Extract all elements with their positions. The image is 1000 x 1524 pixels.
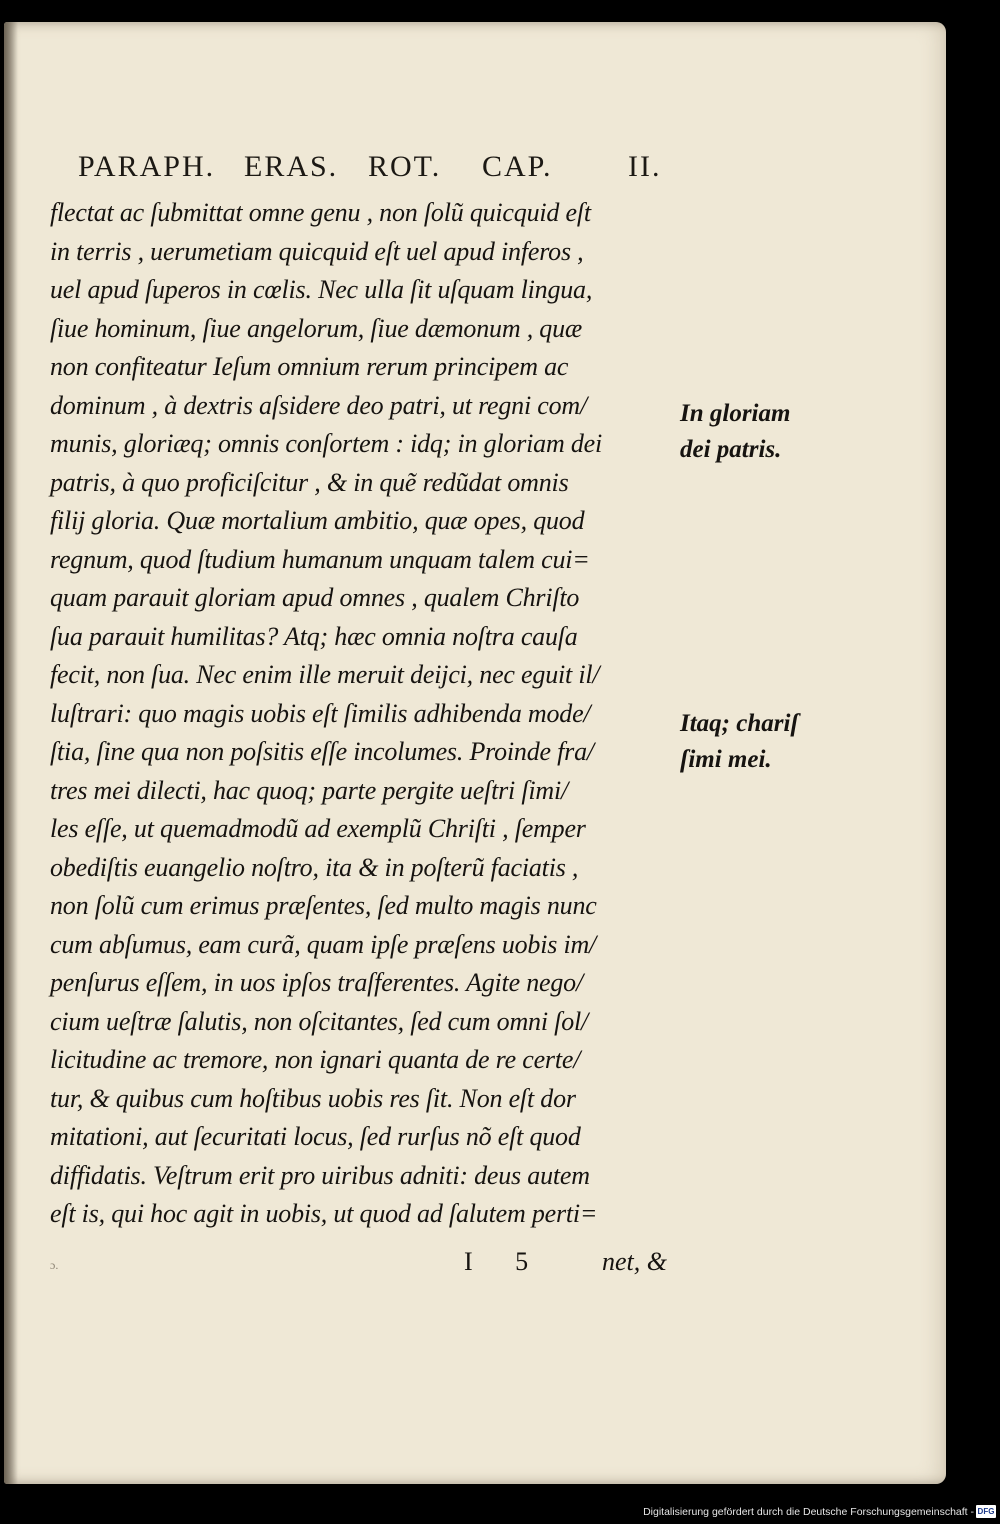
text-line: ſtia, ſine qua non poſsitis eſſe incolumes. Proinde fra/ — [50, 737, 594, 766]
text-line: tres mei dilecti, hac quoq; parte pergite ueſtri ſimi/ — [50, 775, 569, 805]
text-line: tur, & quibus cum hoſtibus uobis res ſit. Non eſt dor — [50, 1083, 576, 1113]
running-head-eras: ERAS. — [244, 150, 339, 183]
text-line: non ſolũ cum erimus præſentes, ſed multo magis nunc — [50, 891, 597, 920]
signature-mark: I 5 — [464, 1247, 547, 1276]
margin-note-line: Itaq; chariſ — [680, 710, 799, 737]
text-line: non confiteatur Ieſum omnium rerum principem ac — [50, 352, 569, 381]
text-line: munis, gloriæq; omnis conſortem : idq; in gloriam dei — [50, 429, 602, 458]
text-line: licitudine ac tremore, non ignari quanta de re certe/ — [50, 1045, 581, 1074]
running-head — [78, 150, 678, 190]
running-head-chapter: II. — [628, 150, 662, 183]
running-head-rot: ROT. — [368, 150, 442, 183]
text-line: in terris , uerumetiam quicquid eſt uel apud inferos , — [50, 236, 584, 266]
text-line: patris, à quo proficiſcitur , & in quẽ redũdat omnis — [50, 467, 569, 497]
margin-note-line: dei patris. — [680, 436, 782, 463]
text-line: les eſſe, ut quemadmodũ ad exemplũ Chriſti , ſemper — [50, 814, 586, 843]
margin-note-in-gloriam — [680, 396, 830, 468]
text-line: mitationi, aut ſecuritati locus, ſed rurſus nõ eſt quod — [50, 1122, 581, 1151]
text-line: eſt is, qui hoc agit in uobis, ut quod ad ſalutem perti= — [50, 1199, 598, 1228]
text-line: quam parauit gloriam apud omnes , qualem Chriſto — [50, 583, 580, 612]
funding-credit: Digitalisierung gefördert durch die Deutsche Forschungsgemeinschaft - — [643, 1506, 974, 1518]
text-line: filij gloria. Quæ mortalium ambitio, quæ opes, quod — [50, 506, 585, 535]
text-line: cium ueſtræ ſalutis, non oſcitantes, ſed cum omni ſol/ — [50, 1006, 589, 1036]
text-line: dominum , à dextris aſsidere deo patri, ut regni com/ — [50, 390, 588, 420]
text-line: ſua parauit humilitas? Atq; hæc omnia noſtra cauſa — [50, 621, 578, 651]
text-line: fecit, non ſua. Nec enim ille meruit deijci, nec eguit il/ — [50, 660, 600, 689]
margin-note-itaq-charissimi — [680, 706, 830, 778]
running-head-cap: CAP. — [482, 150, 553, 183]
text-line: uel apud ſuperos in cœlis. Nec ulla ſit uſquam lingua, — [50, 275, 593, 304]
text-line: regnum, quod ſtudium humanum unquam talem cui= — [50, 544, 590, 574]
text-line: cum abſumus, eam curã, quam ipſe præſens uobis im/ — [50, 929, 597, 959]
stray-mark: ɔ. — [50, 1258, 59, 1272]
text-line: ſiue hominum, ſiue angelorum, ſiue dæmonum , quæ — [50, 313, 583, 343]
margin-note-line: ſimi mei. — [680, 746, 772, 773]
body-text — [50, 194, 690, 1234]
text-line: diffidatis. Veſtrum erit pro uiribus adniti: deus autem — [50, 1160, 590, 1190]
text-line: luſtrari: quo magis uobis eſt ſimilis adhibenda mode/ — [50, 698, 591, 728]
margin-note-line: In gloriam — [680, 400, 791, 427]
text-line: obediſtis euangelio noſtro, ita & in poſterũ faciatis , — [50, 852, 579, 882]
catchword: net, & — [602, 1247, 667, 1276]
running-head-paraph: PARAPH. — [78, 150, 216, 183]
book-page — [4, 22, 946, 1484]
text-line: flectat ac ſubmittat omne genu , non ſolũ quicquid eſt — [50, 198, 591, 227]
text-line: penſurus eſſem, in uos ipſos traſferentes. Agite nego/ — [50, 968, 583, 997]
dfg-logo-icon: DFG — [977, 1507, 995, 1516]
